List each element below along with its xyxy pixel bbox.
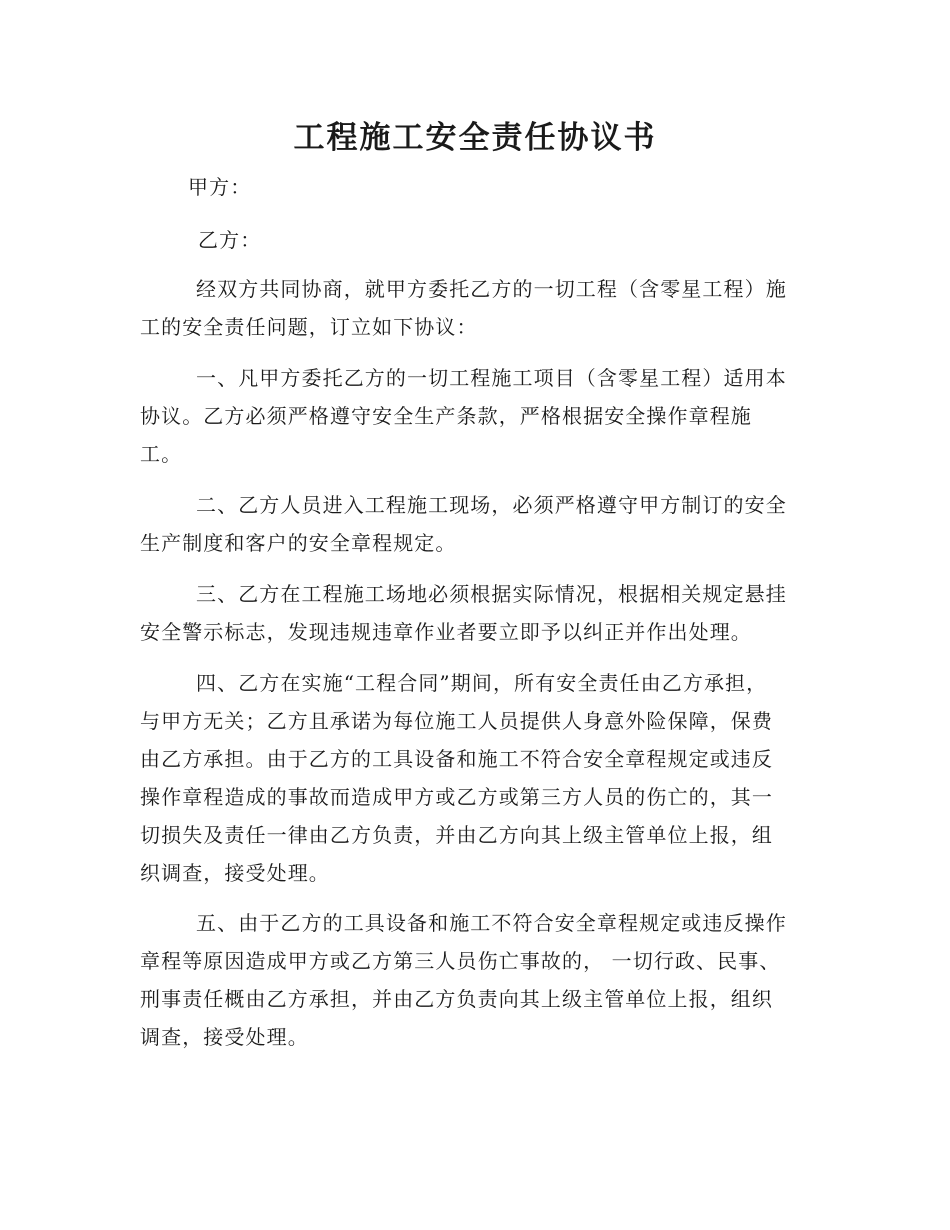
clause-2 (140, 486, 806, 562)
clause-1 (140, 359, 806, 473)
clause-2-line-2: 生产制度和客户的安全章程规定。 (140, 531, 457, 555)
clause-5-line-2: 章程等原因造成甲方或乙方第三人员伤亡事故的， 一切行政、民事、 (140, 949, 781, 973)
clause-2-line-1: 二、乙方人员进入工程施工现场，必须严格遵守甲方制订的安全 (196, 493, 787, 517)
clause-5-line-4: 调查，接受处理。 (140, 1025, 309, 1049)
clause-3-line-2: 安全警示标志，发现违规违章作业者要立即予以纠正并作出处理。 (140, 620, 752, 644)
clause-3 (140, 575, 806, 651)
clause-1-line-2: 协议。乙方必须严格遵守安全生产条款，严格根据安全操作章程施 (140, 404, 752, 428)
intro-paragraph (140, 270, 806, 346)
clause-3-line-1: 三、乙方在工程施工场地必须根据实际情况，根据相关规定悬挂 (196, 582, 787, 606)
party-b-label (198, 221, 864, 259)
intro-line-2: 工的安全责任问题，订立如下协议： (140, 315, 478, 339)
party-a-label (188, 168, 854, 206)
clause-4-line-6: 织调查，接受处理。 (140, 861, 330, 885)
clause-1-line-3: 工。 (140, 442, 183, 466)
clause-5-line-3: 刑事责任概由乙方承担，并由乙方负责向其上级主管单位上报，组织 (140, 987, 773, 1011)
clause-4 (140, 664, 806, 892)
clause-1-line-1: 一、凡甲方委托乙方的一切工程施工项目（含零星工程）适用本 (196, 366, 787, 390)
clause-5 (140, 904, 806, 1056)
clause-4-line-2: 与甲方无关；乙方且承诺为每位施工人员提供人身意外险保障，保费 (140, 709, 773, 733)
clause-4-line-1: 四、乙方在实施“工程合同”期间，所有安全责任由乙方承担， (196, 671, 768, 695)
document-title: 工程施工安全责任协议书 (293, 120, 657, 156)
clause-4-line-3: 由乙方承担。由于乙方的工具设备和施工不符合安全章程规定或违反 (140, 747, 773, 771)
clause-4-line-4: 操作章程造成的事故而造成甲方或乙方或第三方人员的伤亡的，其一 (140, 785, 773, 809)
party-a-text: 甲方： (188, 175, 252, 199)
clause-5-line-1: 五、由于乙方的工具设备和施工不符合安全章程规定或违反操作 (196, 911, 787, 935)
clause-4-line-5: 切损失及责任一律由乙方负责，并由乙方向其上级主管单位上报，组 (140, 823, 773, 847)
intro-line-1: 经双方共同协商，就甲方委托乙方的一切工程（含零星工程）施 (196, 277, 787, 301)
party-b-text: 乙方： (198, 228, 262, 252)
